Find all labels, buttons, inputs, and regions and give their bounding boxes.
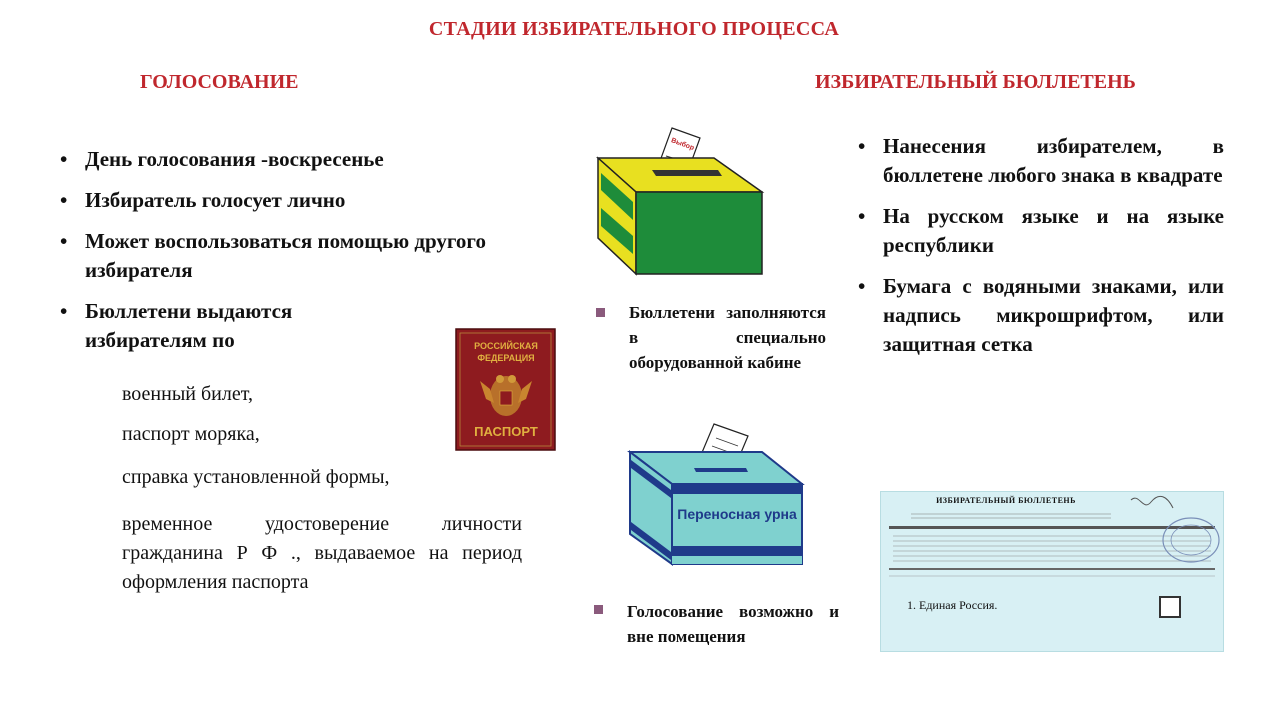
passport-country-line1: РОССИЙСКАЯ — [474, 341, 538, 351]
bullet-square — [594, 605, 603, 614]
bullet-text: На русском языке и на языке республики — [883, 204, 1224, 257]
ballot-bullet: • На русском языке и на языке республики — [858, 204, 1224, 257]
bullet-text: Бюллетени выдаются избирателям по — [85, 299, 293, 352]
portable-urn-label: Переносная урна — [677, 506, 797, 522]
voting-bullets — [60, 145, 520, 367]
voting-heading: ГОЛОСОВАНИЕ — [140, 71, 299, 93]
signature-stamp-icon — [1131, 496, 1219, 562]
outside-note — [594, 599, 840, 679]
outside-note-text: Голосование возможно и вне помещения — [627, 602, 839, 646]
ballot-sample-image — [880, 491, 1224, 652]
ballot-bullet: • Бумага с водяными знаками, или надпись микрошрифтом, или защитная сетка — [858, 274, 1224, 356]
ballot-checkbox — [1159, 596, 1181, 618]
ballot-sample-option: 1. Единая Россия. — [907, 598, 998, 612]
passport-illustration — [456, 329, 556, 451]
bullet-text: Нанесения избирателем, в бюллетене любого знака в квадрате — [883, 134, 1224, 187]
document-item: паспорт моряка, — [122, 423, 260, 445]
voting-bullet: • День голосования -воскресенье — [60, 147, 384, 171]
voting-bullet: • Избиратель голосует лично — [60, 188, 346, 212]
ballot-bullets — [858, 132, 1224, 371]
bullet-text: Бумага с водяными знаками, или надпись микрошрифтом, или защитная сетка — [883, 274, 1224, 356]
bullet-square — [596, 308, 605, 317]
booth-note-text: Бюллетени заполняются в специально оборудованной кабине — [629, 303, 826, 372]
bullet-text: День голосования -воскресенье — [85, 147, 384, 171]
booth-note — [596, 300, 828, 430]
ballot-sample-title: ИЗБИРАТЕЛЬНЫЙ БЮЛЛЕТЕНЬ — [936, 496, 1076, 505]
document-item: справка установленной формы, — [122, 466, 390, 488]
page-title: СТАДИИ ИЗБИРАТЕЛЬНОГО ПРОЦЕССА — [428, 18, 840, 40]
ballot-box-illustration — [596, 128, 766, 276]
ballot-sample-fineprint — [881, 492, 1223, 651]
ballot-heading: ИЗБИРАТЕЛЬНЫЙ БЮЛЛЕТЕНЬ — [815, 71, 1136, 93]
passport-label: ПАСПОРТ — [474, 424, 538, 439]
bullet-text: Избиратель голосует лично — [85, 188, 346, 212]
portable-urn-illustration — [628, 424, 806, 568]
ballot-stamp-text: Выбор — [670, 137, 695, 152]
ballot-bullet: • Нанесения избирателем, в бюллетене любого знака в квадрате — [858, 134, 1224, 187]
passport-country-line2: ФЕДЕРАЦИЯ — [477, 353, 535, 363]
document-item: военный билет, — [122, 383, 253, 405]
bullet-text: Может воспользоваться помощью другого избирателя — [85, 229, 486, 282]
voting-bullet: • Может воспользоваться помощью другого избирателя — [60, 229, 486, 282]
document-item: временное удостоверение личности гражданина Р Ф ., выдаваемое на период оформления паспорта — [122, 513, 522, 593]
voting-bullet: • Бюллетени выдаются избирателям по — [60, 299, 293, 352]
